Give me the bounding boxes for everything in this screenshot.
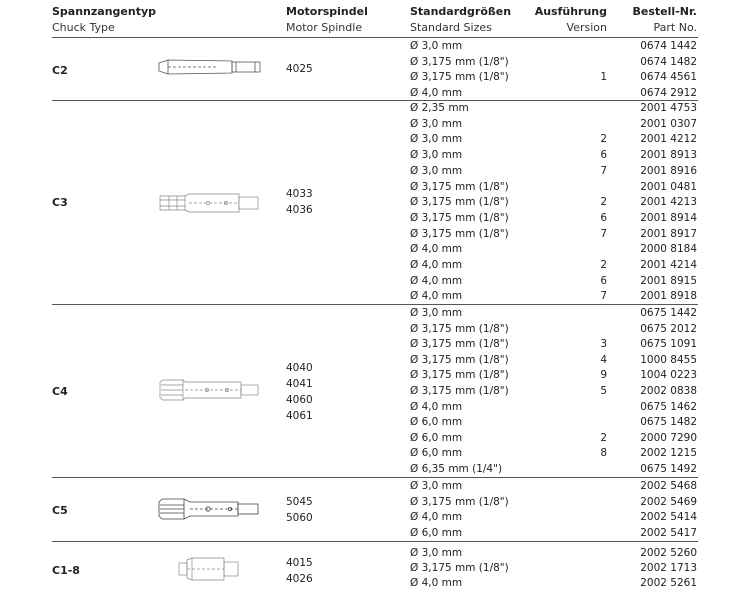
header-standard-sizes-de: Standardgrößen <box>410 5 512 18</box>
table-row <box>0 85 750 101</box>
chuck-type-label: C5 <box>52 504 68 517</box>
size: Ø 4,0 mm <box>410 290 463 303</box>
section-c1-8 <box>0 545 750 595</box>
header-version-en: Version <box>566 21 607 34</box>
spindle-number: 4033 <box>286 188 313 200</box>
part-no: 2001 8916 <box>640 164 697 177</box>
part-no: 0674 1442 <box>640 40 697 52</box>
part-no: 2002 1215 <box>640 447 697 460</box>
table-row <box>0 116 750 132</box>
size: Ø 4,0 mm <box>410 577 463 589</box>
header-chuck-type-de: Spannzangentyp <box>52 5 157 18</box>
size: Ø 4,0 mm <box>410 86 463 99</box>
size: Ø 3,175 mm (1/8") <box>410 211 509 224</box>
part-no: 2001 8918 <box>640 290 697 303</box>
table-row <box>0 226 750 242</box>
part-no: 1000 8455 <box>640 353 697 366</box>
version: 5 <box>600 385 607 397</box>
table-row <box>0 257 750 273</box>
table-row <box>0 575 750 591</box>
chuck-type-label: C3 <box>52 196 68 209</box>
size: Ø 3,175 mm (1/8") <box>410 562 509 574</box>
size: Ø 3,175 mm (1/8") <box>410 353 509 366</box>
version: 2 <box>600 259 607 271</box>
size: Ø 3,175 mm (1/8") <box>410 227 509 240</box>
part-no: 1004 0223 <box>640 369 697 382</box>
version: 7 <box>600 227 607 240</box>
section-c2 <box>0 38 750 100</box>
table-row <box>0 54 750 70</box>
part-no: 2002 5261 <box>640 577 697 589</box>
header-chuck-type-en: Chuck Type <box>52 21 115 34</box>
part-no: 2001 8917 <box>640 227 697 240</box>
table-row <box>0 147 750 163</box>
table-row <box>0 545 750 561</box>
header-part-no-en: Part No. <box>653 21 697 34</box>
part-no: 2002 0838 <box>640 385 697 397</box>
section-c3 <box>0 100 750 304</box>
version: 2 <box>600 431 607 444</box>
size: Ø 4,0 mm <box>410 259 463 271</box>
size: Ø 3,175 mm (1/8") <box>410 196 509 209</box>
header-part-no-de: Bestell-Nr. <box>632 5 697 18</box>
part-no: 0675 1492 <box>640 463 697 475</box>
table-row <box>0 525 750 541</box>
size: Ø 3,0 mm <box>410 40 463 52</box>
part-no: 2001 8915 <box>640 274 697 287</box>
part-no: 2002 1713 <box>640 562 697 574</box>
size: Ø 3,175 mm (1/8") <box>410 322 509 335</box>
table-row <box>0 288 750 304</box>
version: 6 <box>600 149 607 162</box>
table-row <box>0 494 750 510</box>
spindle-number: 5060 <box>286 512 313 524</box>
part-no: 2001 0307 <box>640 117 697 130</box>
spindle-number: 4026 <box>286 573 313 585</box>
version: 2 <box>600 133 607 146</box>
part-no: 2002 5417 <box>640 526 697 539</box>
table-row <box>0 336 750 352</box>
part-no: 2002 5260 <box>640 547 697 559</box>
part-no: 0674 1482 <box>640 55 697 68</box>
table-row <box>0 100 750 116</box>
table-row <box>0 305 750 321</box>
size: Ø 6,0 mm <box>410 526 463 539</box>
size: Ø 3,175 mm (1/8") <box>410 495 509 508</box>
size: Ø 4,0 mm <box>410 243 463 256</box>
table-row <box>0 461 750 477</box>
part-no: 0675 1091 <box>640 338 697 351</box>
part-no: 2001 0481 <box>640 180 697 193</box>
size: Ø 3,175 mm (1/8") <box>410 385 509 397</box>
table-row <box>0 194 750 210</box>
table-row <box>0 352 750 368</box>
part-no: 2001 4214 <box>640 259 697 271</box>
version: 6 <box>600 274 607 287</box>
part-no: 2001 8913 <box>640 149 697 162</box>
size: Ø 3,0 mm <box>410 117 463 130</box>
section-c4 <box>0 305 750 477</box>
size: Ø 4,0 mm <box>410 274 463 287</box>
part-no: 2000 7290 <box>640 431 697 444</box>
header-motor-spindle-en: Motor Spindle <box>286 21 363 34</box>
section-c5 <box>0 478 750 540</box>
table-row <box>0 560 750 576</box>
part-no: 2001 4753 <box>640 102 697 114</box>
version: 7 <box>600 164 607 177</box>
size: Ø 4,0 mm <box>410 400 463 413</box>
table-row <box>0 241 750 257</box>
header-version-de: Ausführung <box>534 5 607 18</box>
part-no: 0675 1442 <box>640 307 697 319</box>
spindle-number: 4060 <box>286 394 313 406</box>
size: Ø 3,175 mm (1/8") <box>410 369 509 382</box>
spindle-number: 4040 <box>286 362 313 374</box>
version: 1 <box>600 71 607 83</box>
size: Ø 6,0 mm <box>410 416 463 429</box>
part-no: 2002 5468 <box>640 480 697 492</box>
chuck-type-label: C1-8 <box>52 564 80 577</box>
size: Ø 6,0 mm <box>410 431 463 444</box>
part-no: 2002 5414 <box>640 511 697 523</box>
size: Ø 3,0 mm <box>410 480 463 492</box>
chuck-type-label: C2 <box>52 64 68 77</box>
part-no: 2001 8914 <box>640 211 697 224</box>
version: 9 <box>600 369 607 382</box>
part-no: 2000 8184 <box>640 243 697 256</box>
size: Ø 4,0 mm <box>410 511 463 523</box>
part-no: 2001 4213 <box>640 196 697 209</box>
spindle-number: 4036 <box>286 204 313 216</box>
table-row <box>0 38 750 54</box>
part-no: 2002 5469 <box>640 495 697 508</box>
size: Ø 3,0 mm <box>410 164 463 177</box>
table-row <box>0 131 750 147</box>
size: Ø 3,175 mm (1/8") <box>410 71 509 83</box>
size: Ø 6,0 mm <box>410 447 463 460</box>
part-no: 0675 1482 <box>640 416 697 429</box>
size: Ø 3,175 mm (1/8") <box>410 55 509 68</box>
version: 3 <box>600 338 607 351</box>
spindle-number: 4041 <box>286 378 313 390</box>
version: 6 <box>600 211 607 224</box>
table-row <box>0 509 750 525</box>
size: Ø 3,175 mm (1/8") <box>410 180 509 193</box>
version: 4 <box>600 353 607 366</box>
table-row <box>0 179 750 195</box>
size: Ø 3,175 mm (1/8") <box>410 338 509 351</box>
table-row <box>0 383 750 399</box>
size: Ø 3,0 mm <box>410 307 463 319</box>
part-no: 0675 1462 <box>640 400 697 413</box>
part-no: 0674 4561 <box>640 71 697 83</box>
part-no: 0674 2912 <box>640 86 697 99</box>
size: Ø 6,35 mm (1/4") <box>410 463 503 475</box>
table-row <box>0 163 750 179</box>
table-row <box>0 367 750 383</box>
table-row <box>0 69 750 85</box>
version: 8 <box>600 447 607 460</box>
size: Ø 2,35 mm <box>410 102 469 114</box>
table-row <box>0 273 750 289</box>
table-row <box>0 430 750 446</box>
size: Ø 3,0 mm <box>410 547 463 559</box>
table-row <box>0 445 750 461</box>
table-row <box>0 414 750 430</box>
chuck-type-label: C4 <box>52 385 68 398</box>
table-row <box>0 210 750 226</box>
version: 2 <box>600 196 607 209</box>
header-standard-sizes-en: Standard Sizes <box>410 21 492 34</box>
part-no: 0675 2012 <box>640 322 697 335</box>
table-row <box>0 399 750 415</box>
section-divider <box>52 541 698 542</box>
size: Ø 3,0 mm <box>410 149 463 162</box>
spindle-number: 4015 <box>286 557 313 569</box>
table-row <box>0 321 750 337</box>
version: 7 <box>600 290 607 303</box>
header-motor-spindle-de: Motorspindel <box>286 5 368 18</box>
spindle-number: 4025 <box>286 63 313 75</box>
spindle-number: 5045 <box>286 496 313 508</box>
size: Ø 3,0 mm <box>410 133 463 146</box>
table-row <box>0 478 750 494</box>
part-no: 2001 4212 <box>640 133 697 146</box>
spindle-number: 4061 <box>286 410 313 422</box>
